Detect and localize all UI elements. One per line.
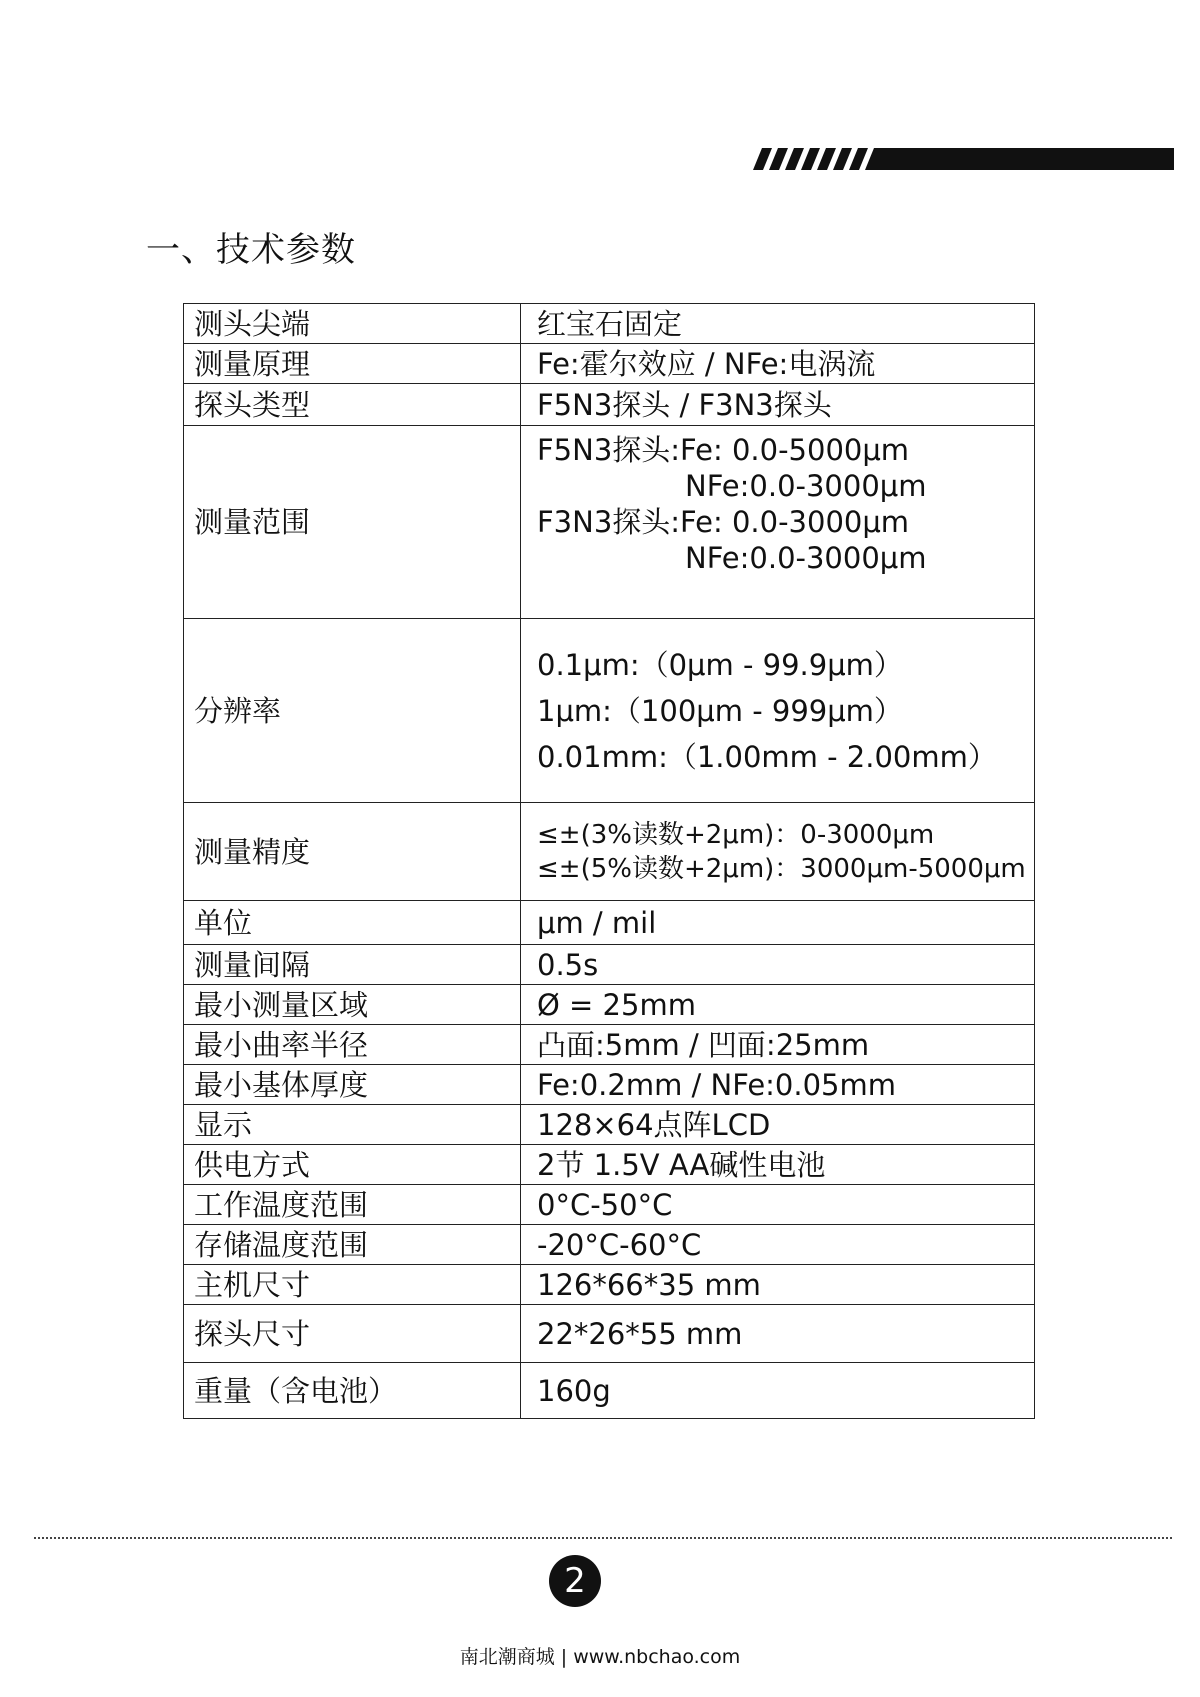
table-row [184, 1305, 1035, 1363]
spec-label: 供电方式 [184, 1145, 521, 1185]
spec-value: 128×64点阵LCD [521, 1105, 1035, 1145]
spec-label: 测头尖端 [184, 304, 521, 344]
table-row [184, 1105, 1035, 1145]
section-title: 一、技术参数 [146, 230, 356, 270]
table-row [184, 1025, 1035, 1065]
spec-label: 最小曲率半径 [184, 1025, 521, 1065]
spec-label: 主机尺寸 [184, 1265, 521, 1305]
spec-label: 测量原理 [184, 344, 521, 384]
spec-value: Ø = 25mm [521, 985, 1035, 1025]
page-number: 2 [549, 1555, 601, 1607]
range-line: NFe:0.0-3000μm [685, 541, 927, 575]
resolution-line: 0.01mm:（1.00mm - 2.00mm） [537, 739, 997, 774]
spec-label: 单位 [184, 901, 521, 945]
table-row [184, 619, 1035, 803]
table-row [184, 1185, 1035, 1225]
spec-value: Fe:0.2mm / NFe:0.05mm [521, 1065, 1035, 1105]
header-stripe-decoration [752, 148, 1174, 170]
table-row [184, 1145, 1035, 1185]
spec-value: 126*66*35 mm [521, 1265, 1035, 1305]
spec-label: 分辨率 [184, 619, 521, 803]
spec-value: 2节 1.5V AA碱性电池 [521, 1145, 1035, 1185]
spec-label: 探头尺寸 [184, 1305, 521, 1363]
spec-label: 探头类型 [184, 384, 521, 426]
spec-value: 22*26*55 mm [521, 1305, 1035, 1363]
table-row [184, 344, 1035, 384]
table-row [184, 1363, 1035, 1419]
table-row [184, 901, 1035, 945]
table-row [184, 426, 1035, 619]
resolution-line: 1μm:（100μm - 999μm） [537, 693, 903, 728]
table-row [184, 304, 1035, 344]
spec-value: -20°C-60°C [521, 1225, 1035, 1265]
resolution-line: 0.1μm:（0μm - 99.9μm） [537, 647, 903, 682]
range-line: NFe:0.0-3000μm [685, 469, 927, 503]
spec-value: μm / mil [521, 901, 1035, 945]
table-row [184, 803, 1035, 901]
table-row [184, 985, 1035, 1025]
table-row [184, 1225, 1035, 1265]
range-line: F5N3探头:Fe: 0.0-5000μm [537, 433, 910, 467]
range-line: F3N3探头:Fe: 0.0-3000μm [537, 505, 910, 539]
spec-value: 0.5s [521, 945, 1035, 985]
spec-label: 最小基体厚度 [184, 1065, 521, 1105]
spec-label: 测量间隔 [184, 945, 521, 985]
table-row [184, 384, 1035, 426]
spec-label: 重量（含电池） [184, 1363, 521, 1419]
footer-divider [34, 1537, 1172, 1539]
spec-label: 显示 [184, 1105, 521, 1145]
spec-label: 存储温度范围 [184, 1225, 521, 1265]
table-row [184, 1265, 1035, 1305]
spec-value: 160g [521, 1363, 1035, 1419]
spec-value: 红宝石固定 [521, 304, 1035, 344]
spec-value [521, 426, 1035, 619]
spec-label: 测量范围 [184, 426, 521, 619]
spec-label: 工作温度范围 [184, 1185, 521, 1225]
spec-value: 0°C-50°C [521, 1185, 1035, 1225]
spec-value: Fe:霍尔效应 / NFe:电涡流 [521, 344, 1035, 384]
spec-value [521, 803, 1035, 901]
table-row [184, 945, 1035, 985]
table-row [184, 1065, 1035, 1105]
spec-label: 测量精度 [184, 803, 521, 901]
accuracy-line: ≤±(3%读数+2μm)：0-3000μm [537, 819, 935, 850]
spec-value [521, 619, 1035, 803]
spec-label: 最小测量区域 [184, 985, 521, 1025]
spec-value: 凸面:5mm / 凹面:25mm [521, 1025, 1035, 1065]
accuracy-line: ≤±(5%读数+2μm)：3000μm-5000μm [537, 853, 1026, 884]
spec-table [183, 303, 1035, 1419]
spec-value: F5N3探头 / F3N3探头 [521, 384, 1035, 426]
footer-text: 南北潮商城 | www.nbchao.com [459, 1646, 741, 1668]
